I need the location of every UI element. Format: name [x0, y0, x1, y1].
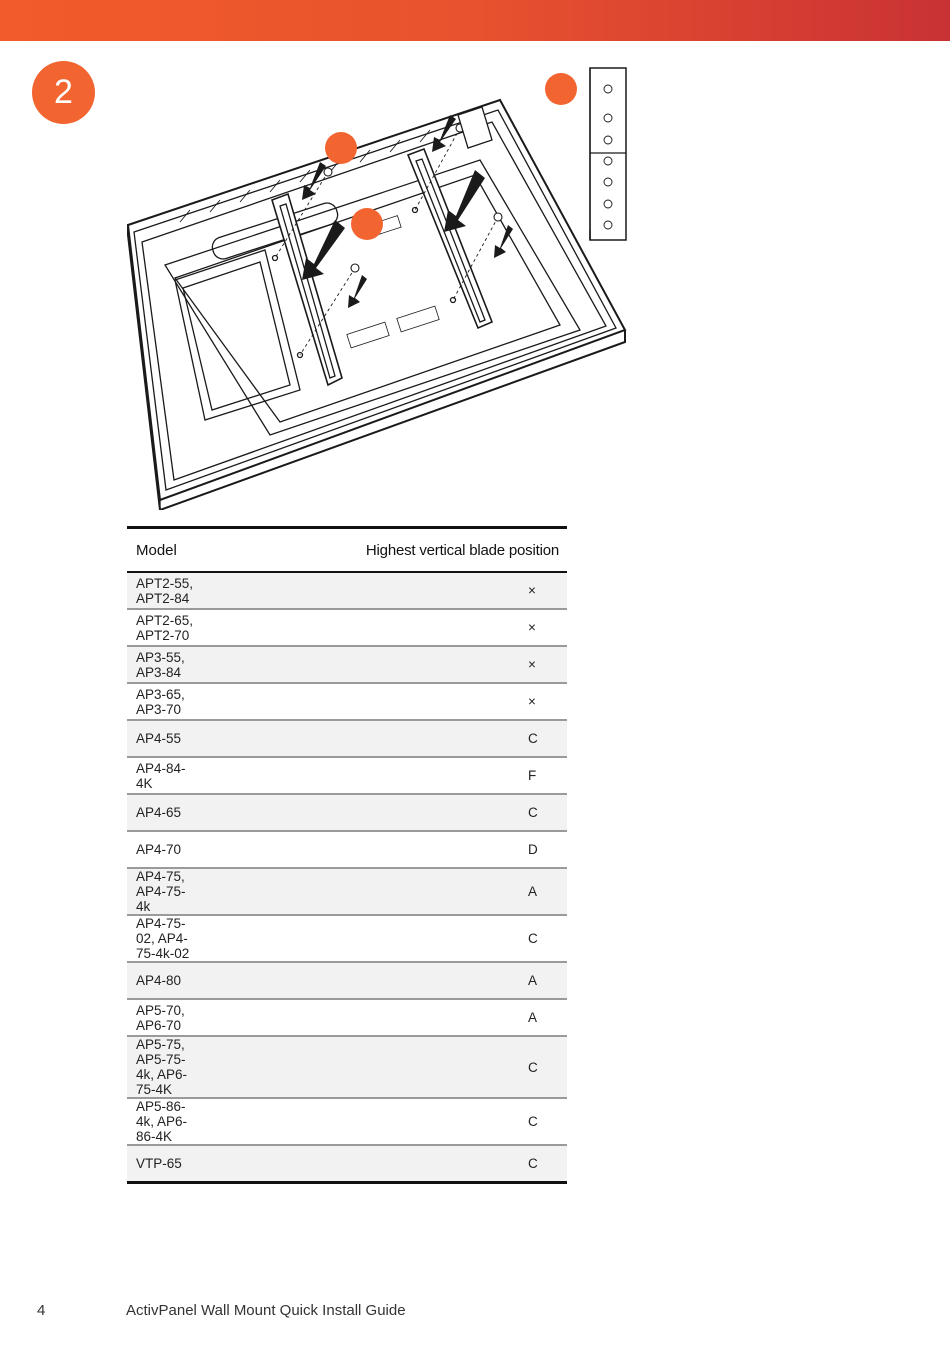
table-row — [127, 868, 567, 915]
blade-position-cell: × — [206, 683, 567, 720]
model-cell: AP4-80 — [127, 962, 206, 999]
blade-position-cell: D — [206, 831, 567, 868]
model-column-header: Model — [127, 528, 206, 573]
blade-position-cell: C — [206, 1098, 567, 1145]
model-cell: AP5-70, AP6-70 — [127, 999, 206, 1036]
blade-position-cell: C — [206, 1036, 567, 1098]
model-cell: VTP-65 — [127, 1145, 206, 1183]
blade-position-cell: C — [206, 720, 567, 757]
blade-position-cell: × — [206, 646, 567, 683]
model-cell: AP3-55, AP3-84 — [127, 646, 206, 683]
blade-position-cell: A — [206, 999, 567, 1036]
table-header-row — [127, 528, 567, 573]
model-cell: APT2-65, APT2-70 — [127, 609, 206, 646]
table-row — [127, 683, 567, 720]
blade-position-cell: × — [206, 572, 567, 609]
table-row — [127, 794, 567, 831]
model-cell: AP4-70 — [127, 831, 206, 868]
blade-position-cell: C — [206, 794, 567, 831]
header-accent-bar — [0, 0, 950, 41]
table-row — [127, 757, 567, 794]
table-row — [127, 609, 567, 646]
model-cell: AP4-75, AP4-75-4k — [127, 868, 206, 915]
panel-mount-illustration — [120, 60, 640, 510]
table-row — [127, 1098, 567, 1145]
blade-position-cell: F — [206, 757, 567, 794]
blade-position-cell: A — [206, 962, 567, 999]
page-number: 4 — [37, 1302, 46, 1319]
model-cell: AP3-65, AP3-70 — [127, 683, 206, 720]
table-row — [127, 646, 567, 683]
table-row — [127, 999, 567, 1036]
footer-title: ActivPanel Wall Mount Quick Install Guide — [126, 1302, 406, 1319]
blade-position-cell: × — [206, 609, 567, 646]
table-row — [127, 915, 567, 962]
blade-position-table — [127, 526, 567, 1184]
blade-position-cell: C — [206, 1145, 567, 1183]
model-cell: AP4-84-4K — [127, 757, 206, 794]
model-cell: APT2-55, APT2-84 — [127, 572, 206, 609]
table-row — [127, 831, 567, 868]
model-cell: AP4-75-02, AP4-75-4k-02 — [127, 915, 206, 962]
step-number-badge: 2 — [32, 61, 95, 124]
model-cell: AP5-86-4k, AP6-86-4K — [127, 1098, 206, 1145]
model-cell: AP5-75, AP5-75-4k, AP6-75-4K — [127, 1036, 206, 1098]
table-row — [127, 1036, 567, 1098]
model-cell: AP4-55 — [127, 720, 206, 757]
table-row — [127, 962, 567, 999]
table-row — [127, 720, 567, 757]
table-row — [127, 572, 567, 609]
position-column-header: Highest vertical blade position — [206, 528, 567, 573]
blade-position-cell: C — [206, 915, 567, 962]
model-cell: AP4-65 — [127, 794, 206, 831]
table-row — [127, 1145, 567, 1183]
blade-position-cell: A — [206, 868, 567, 915]
